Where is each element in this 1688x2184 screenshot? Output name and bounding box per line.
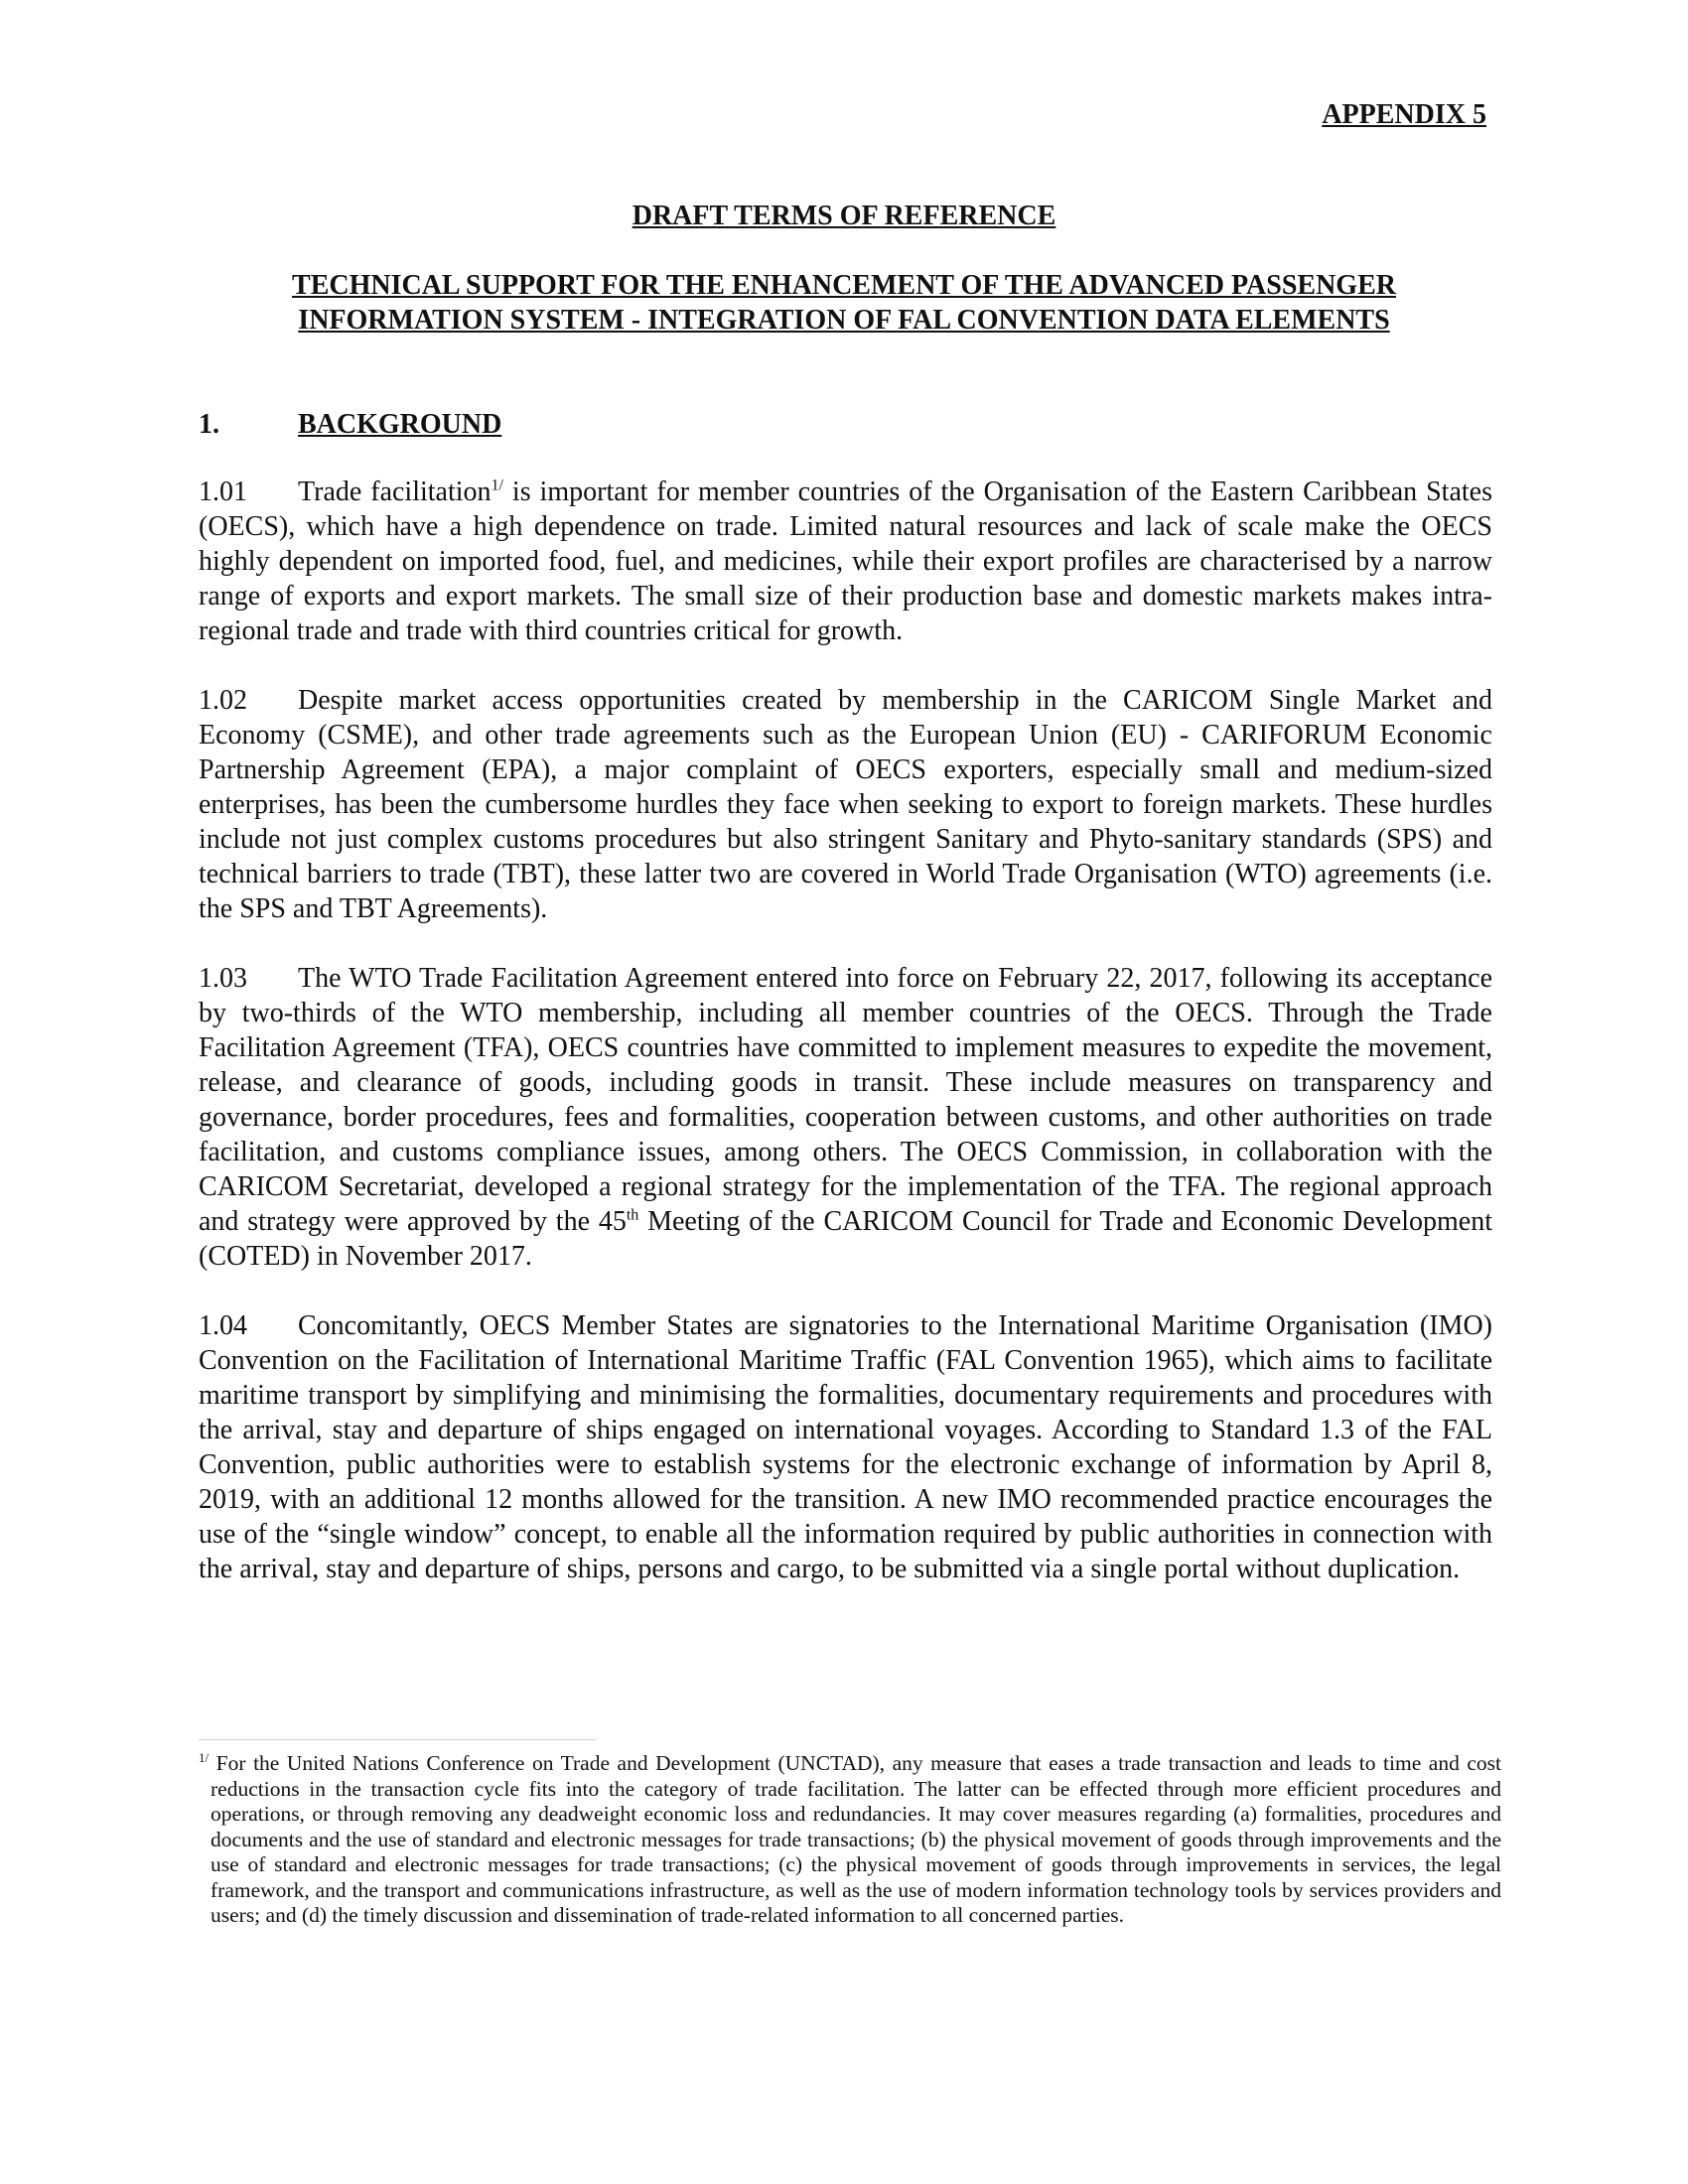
paragraph-1-03 [199,961,1492,1274]
paragraph-text: Despite market access opportunities created by membership in the CARICOM Single Market and Economy (CSME), and other trade agreements such as the European Union (EU) - CARIFORUM Economic Partnership Agreement (EPA), a major complaint of OECS exporters, especially small and medium-sized enterprises, has been the cumbersome hurdles they face when seeking to export to foreign markets. These hurdles include not just complex customs procedures but also stringent Sanitary and Phyto-sanitary standards (SPS) and technical barriers to trade (TBT), these latter two are covered in World Trade Organisation (WTO) agreements (i.e. the SPS and TBT Agreements). [199,685,1492,924]
paragraph-text: is important for member countries of the Organisation of the Eastern Caribbean States (OECS), which have a high dependence on trade. Limited natural resources and lack of scale make the OECS highly dependent on imported food, fuel, and medicines, while their export profiles are characterised by a narrow range of exports and export markets. The small size of their production base and domestic markets makes intra-regional trade and trade with third countries critical for growth. [199,477,1492,646]
footnote [199,1751,1501,1929]
footnote-separator [199,1739,596,1740]
document-title: DRAFT TERMS OF REFERENCE [632,201,1056,231]
subtitle-line-1: TECHNICAL SUPPORT FOR THE ENHANCEMENT OF THE ADVANCED PASSENGER [292,270,1396,301]
paragraph-1-01 [199,475,1492,648]
ordinal-superscript: th [626,1206,639,1224]
appendix-label: APPENDIX 5 [1322,99,1486,130]
footnote-reference[interactable]: 1/ [491,477,503,494]
document-subtitle [199,268,1489,338]
paragraph-text: Concomitantly, OECS Member States are signatories to the International Maritime Organisation (IMO) Convention on the Facilitation of International Maritime Traffic (FAL Convention 1965), which aims to facilitate maritime transport by simplifying and minimising the formalities, documentary requirements and procedures with the arrival, stay and departure of ships engaged on international voyages. According to Standard 1.3 of the FAL Convention, public authorities were to establish systems for the electronic exchange of information by April 8, 2019, with an additional 12 months allowed for the transition. A new IMO recommended practice encourages the use of the “single window” concept, to enable all the information required by public authorities in connection with the arrival, stay and departure of ships, persons and cargo, to be submitted via a single portal without duplication. [199,1310,1492,1584]
paragraph-text: The WTO Trade Facilitation Agreement entered into force on February 22, 2017, following its acceptance by two-thirds of the WTO membership, including all member countries of the OECS. Through the Trade Facilitation Agreement (TFA), OECS countries have committed to implement measures to expedite the movement, release, and clearance of goods, including goods in transit. These include measures on transparency and governance, border procedures, fees and formalities, cooperation between customs, and other authorities on trade facilitation, and customs compliance issues, among others. The OECS Commission, in collaboration with the CARICOM Secretariat, developed a regional strategy for the implementation of the TFA. The regional approach and strategy were approved by the 45 [199,963,1492,1237]
section-title: BACKGROUND [298,409,502,440]
subtitle-line-2: INFORMATION SYSTEM - INTEGRATION OF FAL CONVENTION DATA ELEMENTS [298,305,1390,336]
section-heading [199,407,501,442]
paragraph-number: 1.02 [199,685,247,716]
body-text [199,475,1492,1621]
paragraph-1-02 [199,683,1492,926]
footnote-marker: 1/ [199,1749,210,1765]
paragraph-1-04 [199,1308,1492,1586]
paragraph-lead: Trade facilitation [298,477,492,507]
footnote-text: For the United Nations Conference on Trade and Development (UNCTAD), any measure that eases a trade transaction and leads to time and cost reductions in the transaction cycle fits into the category of trade facilitation. The latter can be effected through more efficient procedures and operations, or through removing any deadweight economic loss and redundancies. It may cover measures regarding (a) formalities, procedures and documents and the use of standard and electronic messages for trade transactions; (b) the physical movement of goods through improvements and the use of standard and electronic messages for trade transactions; (c) the physical movement of goods through improvements in services, the legal framework, and the transport and communications infrastructure, as well as the use of modern information technology tools by services providers and users; and (d) the timely discussion and dissemination of trade-related information to all concerned parties. [209,1751,1501,1927]
paragraph-text-tail: Meeting of the CARICOM Council for Trade and Economic Development (COTED) in November 2017. [199,1206,1492,1272]
paragraph-number: 1.01 [199,477,247,507]
section-number: 1. [199,409,219,440]
paragraph-number: 1.03 [199,963,247,994]
paragraph-number: 1.04 [199,1310,247,1341]
